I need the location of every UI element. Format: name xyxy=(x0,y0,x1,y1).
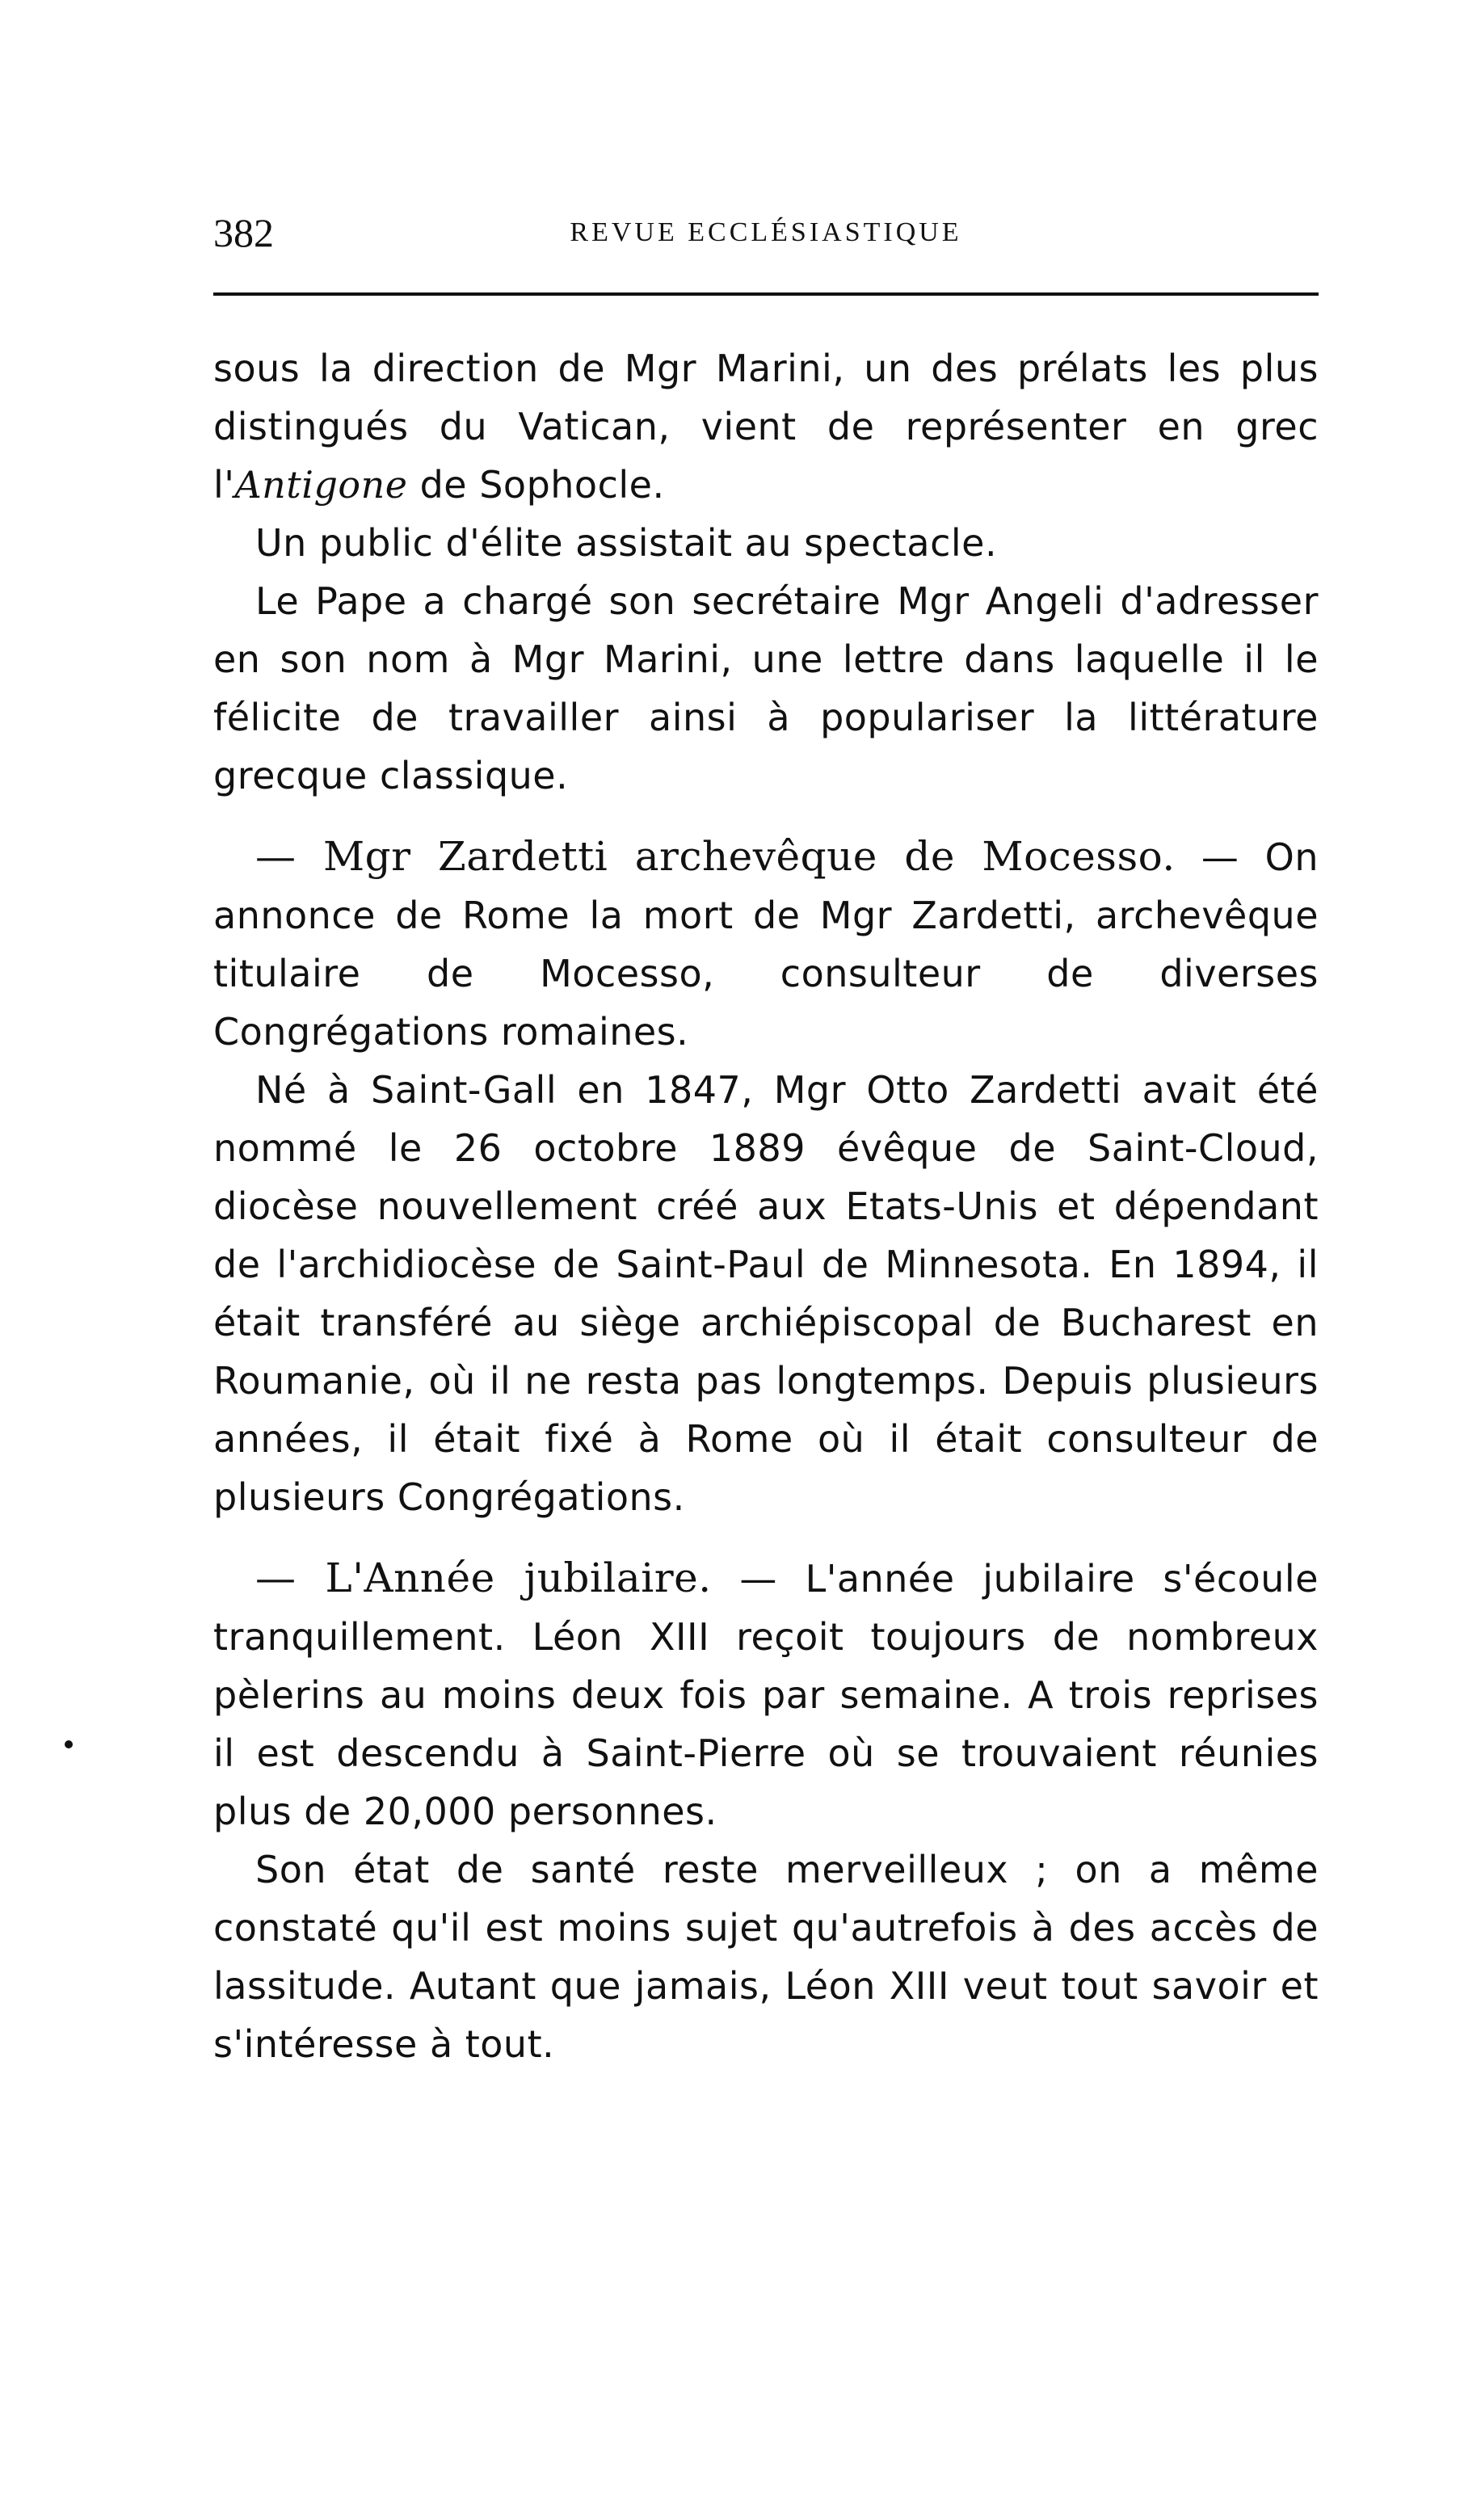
news-item-title: — Mgr Zardetti archevêque de Mocesso. xyxy=(255,833,1176,880)
news-item xyxy=(213,827,1319,1061)
running-title: REVUE ECCLÉSIASTIQUE xyxy=(570,217,962,247)
paragraph: Un public d'élite assistait au spectacle. xyxy=(255,521,998,565)
work-title: Antigone xyxy=(234,463,408,507)
news-item-title: — L'Année jubilaire. xyxy=(255,1554,712,1601)
header-rule xyxy=(213,292,1319,296)
news-item-text: — L'année jubilaire s'écoule tranquillement. Léon XIII reçoit toujours de nombreux pèlerins au moins deux fois par semaine. A trois reprises il est descendu à Saint-Pierre où se trouvaient réunies plus de 20,000 personnes. xyxy=(213,1557,1319,1833)
paragraph: Né à Saint-Gall en 1847, Mgr Otto Zardetti avait été nommé le 26 octobre 1889 évêque de Saint-Cloud, diocèse nouvellement créé aux Etats-Unis et dépendant de l'archidiocèse de Saint-Paul de Minnesota. En 1894, il était transféré au siège archiépiscopal de Bucharest en Roumanie, où il ne resta pas longtemps. Depuis plusieurs années, il était fixé à Rome où il était consulteur de plusieurs Congrégations. xyxy=(213,1068,1319,1519)
page-header xyxy=(213,208,1319,257)
body-text xyxy=(213,339,1319,2073)
news-item-text: — On annonce de Rome la mort de Mgr Zardetti, archevêque titulaire de Mocesso, consulteur de diverses Congrégations romaines. xyxy=(213,835,1319,1054)
page-number: 382 xyxy=(213,210,274,255)
paragraph: Son état de santé reste merveilleux ; on a même constaté qu'il est moins sujet qu'autrefois à des accès de lassitude. Autant que jamais, Léon XIII veut tout savoir et s'intéresse à tout. xyxy=(213,1848,1319,2066)
paragraph xyxy=(213,339,1319,514)
paragraph: Le Pape a chargé son secrétaire Mgr Angeli d'adresser en son nom à Mgr Marini, une lettre dans laquelle il le félicite de travailler ainsi à populariser la littérature grecque classique. xyxy=(213,579,1319,797)
paragraph-text: sous la direction de Mgr Marini, un des prélats les plus distingués du Vatican, vient de représenter en grec l' xyxy=(213,347,1319,507)
paragraph-text: de Sophocle. xyxy=(407,463,665,507)
news-item xyxy=(213,1549,1319,1841)
stray-ink-dot xyxy=(65,1740,73,1748)
